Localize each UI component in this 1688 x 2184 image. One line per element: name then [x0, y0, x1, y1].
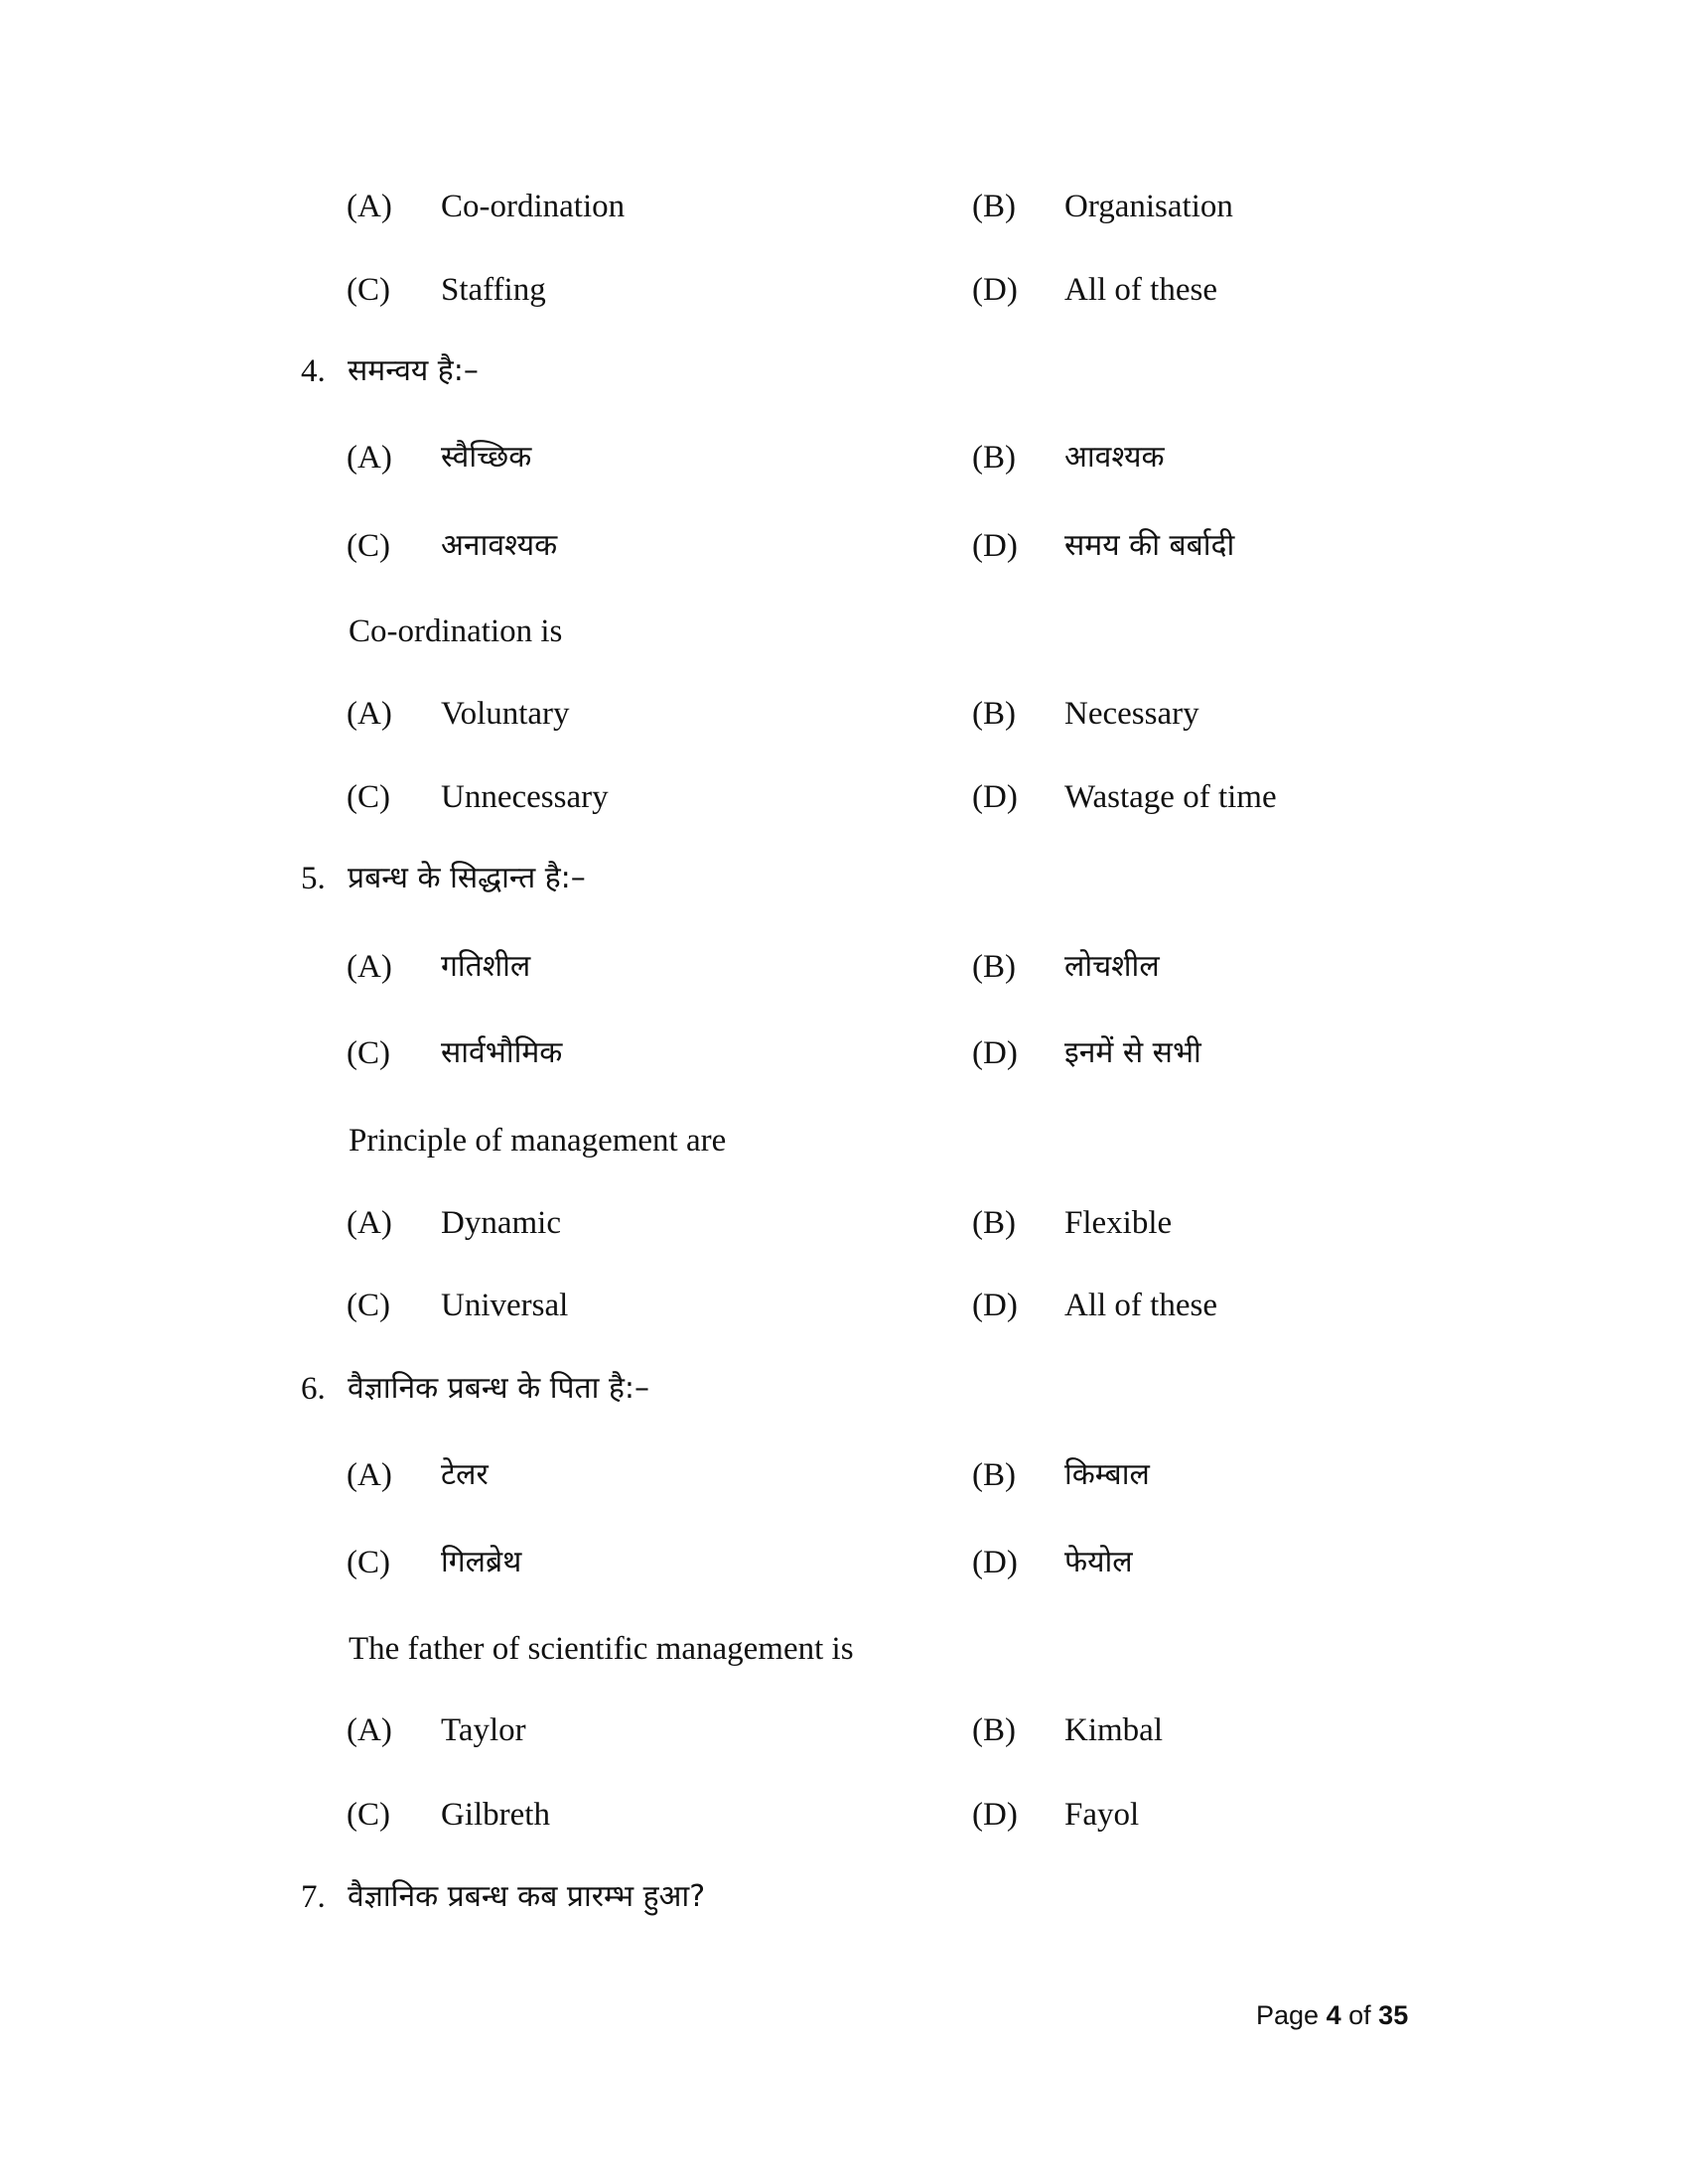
question-text-hindi: वैज्ञानिक प्रबन्ध के पिता है:– [348, 1371, 650, 1406]
option-row [0, 1790, 1688, 1840]
option-letter: (B) [972, 1457, 1016, 1493]
option-letter: (A) [347, 440, 392, 476]
option-row [0, 689, 1688, 739]
option-text: Kimbal [1064, 1712, 1163, 1748]
option-letter: (A) [347, 1712, 392, 1748]
option-text: गिलब्रेथ [441, 1545, 522, 1579]
question-text-english: Principle of management are [349, 1123, 727, 1159]
option-letter: (D) [972, 272, 1018, 308]
option-letter: (D) [972, 1288, 1018, 1323]
option-text: All of these [1064, 1288, 1217, 1323]
option-letter: (A) [347, 1205, 392, 1241]
option-row [0, 1538, 1688, 1587]
question-text-hindi: प्रबन्ध के सिद्धान्त है:– [348, 861, 586, 895]
option-letter: (A) [347, 1457, 392, 1493]
page-label: Page [1256, 2000, 1320, 2030]
option-row [0, 433, 1688, 482]
option-row [0, 1028, 1688, 1078]
option-letter: (C) [347, 779, 390, 815]
option-text: अनावश्यक [441, 528, 558, 563]
question-number: 5. [301, 861, 326, 896]
question-text-hindi: वैज्ञानिक प्रबन्ध कब प्रारम्भ हुआ? [348, 1879, 706, 1914]
option-text: Co-ordination [441, 189, 626, 224]
total-pages: 35 [1378, 2000, 1409, 2030]
question-5-english-stem [0, 1116, 1688, 1165]
option-text: समय की बर्बादी [1064, 528, 1235, 563]
option-row [0, 265, 1688, 315]
option-text: आवश्यक [1064, 440, 1165, 475]
question-number: 6. [301, 1371, 326, 1407]
option-text: Gilbreth [441, 1797, 550, 1833]
option-text: Universal [441, 1288, 569, 1323]
option-row [0, 772, 1688, 822]
option-text: Flexible [1064, 1205, 1173, 1241]
option-letter: (C) [347, 528, 390, 564]
option-letter: (D) [972, 1545, 1018, 1580]
option-text: इनमें से सभी [1064, 1035, 1201, 1070]
option-row [0, 521, 1688, 571]
option-text: Wastage of time [1064, 779, 1277, 815]
option-text: Dynamic [441, 1205, 561, 1241]
option-letter: (B) [972, 1712, 1016, 1748]
option-text: Voluntary [441, 696, 570, 732]
option-row [0, 1450, 1688, 1500]
option-row [0, 1281, 1688, 1330]
option-letter: (D) [972, 779, 1018, 815]
option-text: Fayol [1064, 1797, 1140, 1833]
option-text: लोचशील [1064, 949, 1160, 984]
option-letter: (A) [347, 189, 392, 224]
option-text: Taylor [441, 1712, 526, 1748]
option-text: फेयोल [1064, 1545, 1133, 1579]
option-letter: (C) [347, 1797, 390, 1833]
page-of-label: of [1348, 2000, 1371, 2030]
question-4-english-stem [0, 607, 1688, 656]
option-letter: (D) [972, 528, 1018, 564]
option-letter: (D) [972, 1035, 1018, 1071]
page-number-footer [1256, 1995, 1408, 2035]
option-letter: (C) [347, 272, 390, 308]
option-text: All of these [1064, 272, 1217, 308]
option-row [0, 942, 1688, 992]
option-text: Organisation [1064, 189, 1233, 224]
question-text-english: The father of scientific management is [349, 1631, 854, 1667]
option-letter: (B) [972, 696, 1016, 732]
option-text: किम्बाल [1064, 1457, 1150, 1492]
option-letter: (B) [972, 1205, 1016, 1241]
question-number: 4. [301, 353, 326, 389]
option-letter: (B) [972, 189, 1016, 224]
option-letter: (A) [347, 949, 392, 985]
question-6-hindi-stem [0, 1364, 1688, 1414]
option-letter: (D) [972, 1797, 1018, 1833]
option-letter: (B) [972, 949, 1016, 985]
option-text: Staffing [441, 272, 546, 308]
option-letter: (A) [347, 696, 392, 732]
option-text: Unnecessary [441, 779, 609, 815]
option-row [0, 182, 1688, 231]
question-6-english-stem [0, 1624, 1688, 1674]
option-text: Necessary [1064, 696, 1199, 732]
option-text: स्वैच्छिक [441, 440, 532, 475]
question-5-hindi-stem [0, 854, 1688, 903]
current-page: 4 [1326, 2000, 1341, 2030]
option-letter: (C) [347, 1545, 390, 1580]
question-text-english: Co-ordination is [349, 614, 563, 649]
question-number: 7. [301, 1879, 326, 1915]
option-row [0, 1706, 1688, 1755]
question-4-hindi-stem [0, 346, 1688, 396]
option-text: टेलर [441, 1457, 489, 1492]
option-text: सार्वभौमिक [441, 1035, 563, 1070]
option-letter: (B) [972, 440, 1016, 476]
question-text-hindi: समन्वय है:– [348, 353, 479, 388]
option-row [0, 1198, 1688, 1248]
option-text: गतिशील [441, 949, 531, 984]
option-letter: (C) [347, 1035, 390, 1071]
option-letter: (C) [347, 1288, 390, 1323]
question-7-hindi-stem [0, 1872, 1688, 1922]
